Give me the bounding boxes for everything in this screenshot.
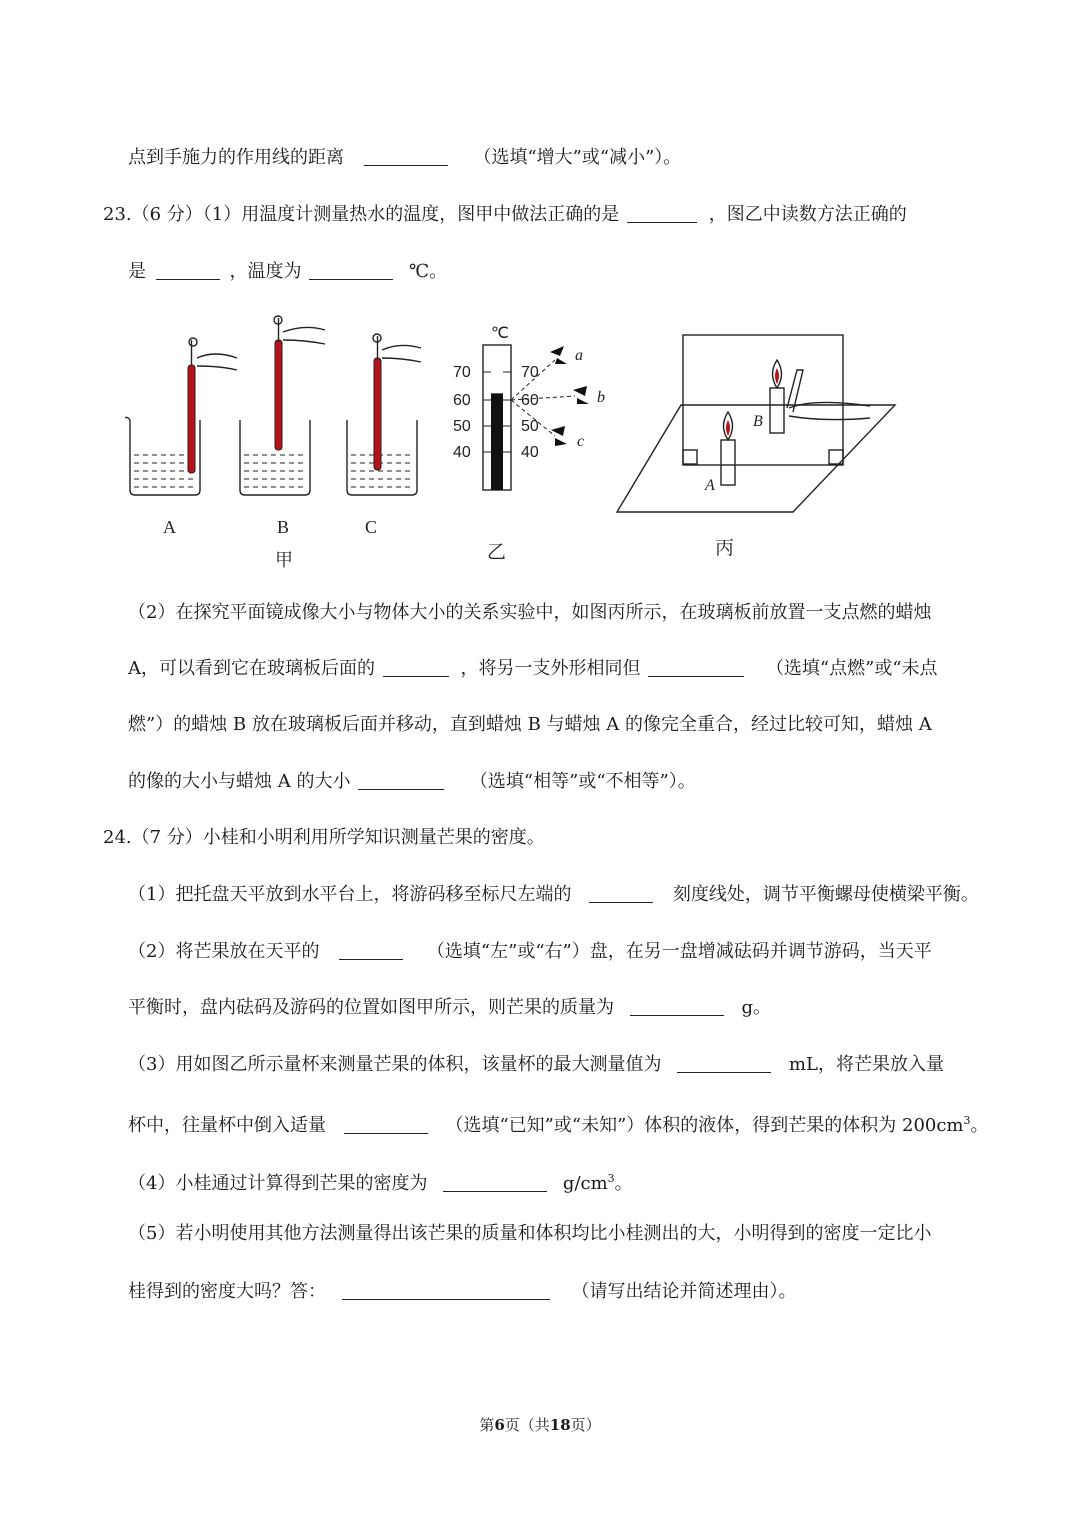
- question-24-title: [103, 826, 545, 850]
- candle-b-label: B: [753, 413, 763, 430]
- answer-blank[interactable]: [339, 941, 403, 960]
- beaker-c: [347, 334, 421, 495]
- answer-blank[interactable]: [309, 261, 393, 280]
- text: （选填“点燃”或“未点: [765, 658, 938, 679]
- beaker-a: [125, 338, 237, 495]
- text-line: [128, 146, 681, 170]
- page-footer: [0, 1414, 1080, 1435]
- caption-bing: 丙: [715, 538, 735, 559]
- text: ，温度为: [229, 261, 302, 282]
- text: 23.（6 分）（1）用温度计测量热水的温度，图甲中做法正确的是: [103, 204, 620, 225]
- text: mL，将芒果放入量: [788, 1054, 944, 1075]
- tick-label: 60: [521, 392, 539, 409]
- answer-blank[interactable]: [443, 1173, 547, 1192]
- text: （1）把托盘天平放到水平台上，将游码移至标尺左端的: [128, 884, 572, 905]
- question-23-line1: [103, 203, 907, 227]
- eye-label: b: [597, 389, 605, 406]
- beaker-b: [240, 316, 325, 495]
- tick-label: 40: [453, 444, 471, 461]
- answer-blank[interactable]: [358, 771, 444, 790]
- text: 是: [128, 261, 146, 282]
- label-c: C: [365, 517, 378, 537]
- superscript: 3: [963, 1114, 971, 1127]
- eye-label: a: [575, 347, 583, 364]
- answer-blank[interactable]: [589, 884, 653, 903]
- tick-label: 40: [521, 444, 539, 461]
- question-23-2-line3: [128, 713, 932, 737]
- label-b: B: [277, 517, 290, 537]
- question-24-2-line2: [128, 996, 771, 1020]
- question-24-4: [128, 1167, 633, 1196]
- text: 平衡时，盘内砝码及游码的位置如图甲所示，则芒果的质量为: [128, 997, 614, 1018]
- text: （选填“增大”或“减小”）。: [473, 147, 682, 168]
- superscript: 3: [607, 1172, 615, 1185]
- question-23-figure: [125, 310, 915, 580]
- candle-a-label: A: [705, 477, 715, 494]
- tick-label: 70: [521, 364, 539, 381]
- text: g。: [741, 997, 771, 1018]
- text: （2）将芒果放在天平的: [128, 941, 320, 962]
- candle-a: [721, 440, 735, 485]
- question-24-3-line2: [128, 1109, 989, 1138]
- candle-b: [770, 388, 784, 433]
- thermometer-scale: [453, 325, 605, 563]
- text: ，图乙中读数方法正确的: [708, 204, 907, 225]
- text: ，将另一支外形相同但: [460, 658, 641, 679]
- text: 杯中，往量杯中倒入适量: [128, 1115, 326, 1136]
- question-23-line2: [128, 260, 447, 284]
- text: （4）小桂通过计算得到芒果的密度为: [128, 1173, 428, 1194]
- question-24-2-line1: [128, 940, 932, 964]
- caption-jia: 甲: [275, 550, 293, 570]
- text: 第: [479, 1416, 495, 1434]
- label-a: A: [163, 517, 176, 537]
- page-number: 6: [494, 1416, 505, 1434]
- text: （3）用如图乙所示量杯来测量芒果的体积，该量杯的最大测量值为: [128, 1054, 662, 1075]
- answer-blank[interactable]: [342, 1281, 550, 1300]
- text: 页）: [570, 1416, 601, 1434]
- question-24-5-line2: [128, 1280, 796, 1304]
- text: （选填“左”或“右”）盘，在另一盘增减砝码并调节游码，当天平: [426, 941, 932, 962]
- question-23-2-line4: [128, 770, 696, 794]
- answer-blank[interactable]: [364, 147, 448, 166]
- text: 桂得到的密度大吗？答：: [128, 1281, 326, 1302]
- text: g/cm: [562, 1173, 608, 1194]
- text: （2）在探究平面镜成像大小与物体大小的关系实验中，如图丙所示，在玻璃板前放置一支点燃的蜡烛: [128, 602, 932, 623]
- text: （选填“已知”或“未知”）体积的液体，得到芒果的体积为 200cm: [445, 1115, 964, 1136]
- question-23-2-line2: [128, 657, 938, 681]
- text: 页（共: [504, 1416, 550, 1434]
- question-24-5-line1: [128, 1222, 931, 1246]
- answer-blank[interactable]: [627, 204, 697, 223]
- answer-blank[interactable]: [630, 997, 724, 1016]
- answer-blank[interactable]: [648, 658, 744, 677]
- caption-yi: 乙: [487, 542, 507, 563]
- question-24-1: [128, 883, 979, 907]
- text: 24.（7 分）小桂和小明利用所学知识测量芒果的密度。: [103, 827, 545, 848]
- text: A，可以看到它在玻璃板后面的: [128, 658, 375, 679]
- tick-label: 50: [453, 418, 471, 435]
- tick-label: 70: [453, 364, 471, 381]
- text: 点到手施力的作用线的距离: [128, 147, 344, 168]
- text: ℃。: [408, 261, 448, 282]
- thermometer-column: [491, 393, 503, 490]
- answer-blank[interactable]: [344, 1115, 428, 1134]
- answer-blank[interactable]: [156, 261, 220, 280]
- text: （请写出结论并简述理由）。: [571, 1281, 797, 1302]
- tick-label: 60: [453, 392, 471, 409]
- text: 刻度线处，调节平衡螺母使横梁平衡。: [672, 884, 979, 905]
- mirror-experiment: [617, 335, 895, 559]
- text: 。: [970, 1115, 989, 1136]
- answer-blank[interactable]: [677, 1054, 771, 1073]
- answer-blank[interactable]: [383, 658, 449, 677]
- unit-label: ℃: [491, 325, 509, 342]
- question-24-3-line1: [128, 1053, 944, 1077]
- text: （5）若小明使用其他方法测量得出该芒果的质量和体积均比小桂测出的大，小明得到的密度一定比小: [128, 1223, 932, 1244]
- tick-label: 50: [521, 418, 539, 435]
- text: （选填“相等”或“不相等”）。: [469, 771, 696, 792]
- total-pages: 18: [549, 1416, 571, 1434]
- text: 的像的大小与蜡烛 A 的大小: [128, 771, 351, 792]
- eye-label: c: [577, 433, 585, 450]
- question-23-2-line1: [128, 601, 931, 625]
- text: 燃”）的蜡烛 B 放在玻璃板后面并移动，直到蜡烛 B 与蜡烛 A 的像完全重合，经过比较可知，蜡烛 A: [128, 714, 932, 735]
- text: 。: [614, 1173, 633, 1194]
